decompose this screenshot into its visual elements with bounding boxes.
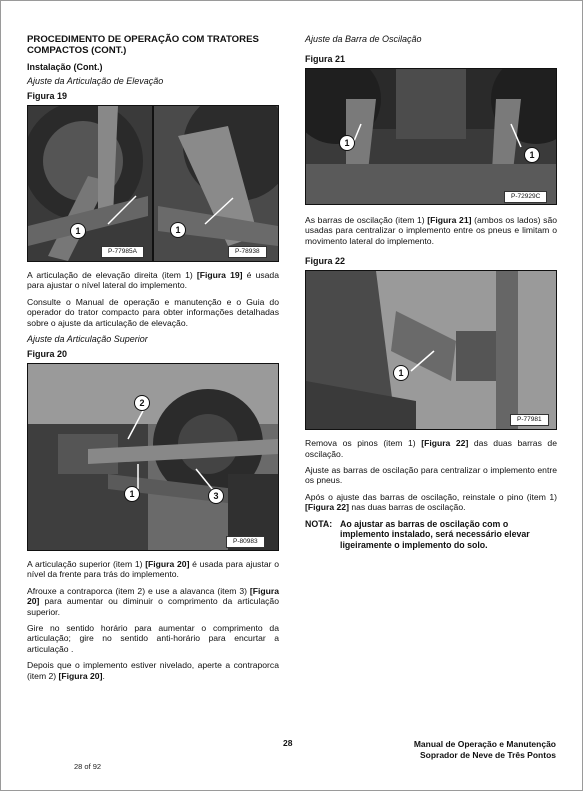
paragraph-lift-linkage: A articulação de elevação direita (item 1) [Figura 19] é usada para ajustar o nível lateral do implemento. xyxy=(27,270,279,291)
paragraph-adjust-sway-bars: Ajuste as barras de oscilação para centralizar o implemento entre os pneus. xyxy=(305,465,557,486)
figure-19-label: Figura 19 xyxy=(27,91,68,101)
right-column xyxy=(305,34,557,550)
subhead-lift-linkage: Ajuste da Articulação de Elevação xyxy=(27,76,164,86)
subhead-sway-bar: Ajuste da Barra de Oscilação xyxy=(305,34,422,44)
figure-21-callout-a: 1 xyxy=(339,135,355,151)
figure-21-callout-b: 1 xyxy=(524,147,540,163)
figure-21-code: P-72929C xyxy=(504,191,547,203)
note-text: Ao ajustar as barras de oscilação com o implemento instalado, será necessário elevar ligeiramente o implemento do solo. xyxy=(340,518,530,550)
figure-20-callout-3: 3 xyxy=(208,488,224,504)
figure-21-label: Figura 21 xyxy=(305,54,346,64)
section-title: PROCEDIMENTO DE OPERAÇÃO COM TRATORES COMPACTOS (CONT.) xyxy=(27,34,259,56)
figure-20-photo xyxy=(28,364,278,550)
figure-20-code: P-80983 xyxy=(226,536,265,548)
figure-20-callout-1: 1 xyxy=(124,486,140,502)
figure-22-callout: 1 xyxy=(393,365,409,381)
figure-22-label: Figura 22 xyxy=(305,256,346,267)
subhead-top-link: Ajuste da Articulação Superior xyxy=(27,334,148,345)
figure-20 xyxy=(27,363,279,551)
subhead-installation: Instalação (Cont.) xyxy=(27,62,103,72)
manual-title-line-1: Manual de Operação e Manutenção xyxy=(413,739,556,749)
paragraph-top-link: A articulação superior (item 1) [Figura 20] é usada para ajustar o nível da frente para trás do implemento. xyxy=(27,559,279,580)
page-number: 28 xyxy=(283,738,293,748)
figure-22 xyxy=(305,270,557,430)
paragraph-reinstall-pin: Após o ajuste das barras de oscilação, reinstale o pino (item 1) [Figura 22] nas duas barras de oscilação. xyxy=(305,491,557,513)
figure-20-callout-2: 2 xyxy=(134,395,150,411)
paragraph-jam-nut: Afrouxe a contraporca (item 2) e use a alavanca (item 3) [Figura 20] para aumentar ou diminuir o comprimento da articulação superior. xyxy=(27,585,279,617)
paragraph-tighten: Depois que o implemento estiver nivelado, aperte a contraporca (item 2) [Figura 20]. xyxy=(27,660,279,681)
note-block xyxy=(305,519,557,551)
paragraph-sway-bars: As barras de oscilação (item 1) [Figura 21] (ambos os lados) são usadas para centralizar o implemento entre os pneus e limitam o movimento lateral do implemento. xyxy=(305,215,558,246)
figure-19 xyxy=(27,105,279,262)
page-count: 28 of 92 xyxy=(74,762,102,771)
paragraph-remove-pins: Remova os pinos (item 1) [Figura 22] das duas barras de oscilação. xyxy=(305,438,557,459)
figure-21 xyxy=(305,68,557,205)
figure-19-callout-b: 1 xyxy=(170,222,186,238)
paragraph-rotate: Gire no sentido horário para aumentar o comprimento da articulação; gire no sentido anti-horário para encurtar a articulação . xyxy=(27,623,279,654)
manual-title xyxy=(414,739,556,761)
manual-title-line-2: Soprador de Neve de Três Pontos xyxy=(419,750,556,760)
paragraph-consult-manual: Consulte o Manual de operação e manutenção e o Guia do operador do trator compacto para obter informações detalhadas sobre o ajuste da articulação de elevação. xyxy=(27,296,279,328)
note-label: NOTA: xyxy=(305,518,333,529)
figure-19-photo xyxy=(28,106,278,261)
figure-22-photo xyxy=(306,271,556,429)
figure-19-callout-a: 1 xyxy=(70,223,86,239)
figure-22-code: P-77981 xyxy=(510,414,549,426)
figure-19-code-a: P-77985A xyxy=(101,246,144,258)
left-column xyxy=(27,34,279,687)
figure-20-label: Figura 20 xyxy=(27,349,68,360)
figure-19-code-b: P-78938 xyxy=(228,246,267,258)
